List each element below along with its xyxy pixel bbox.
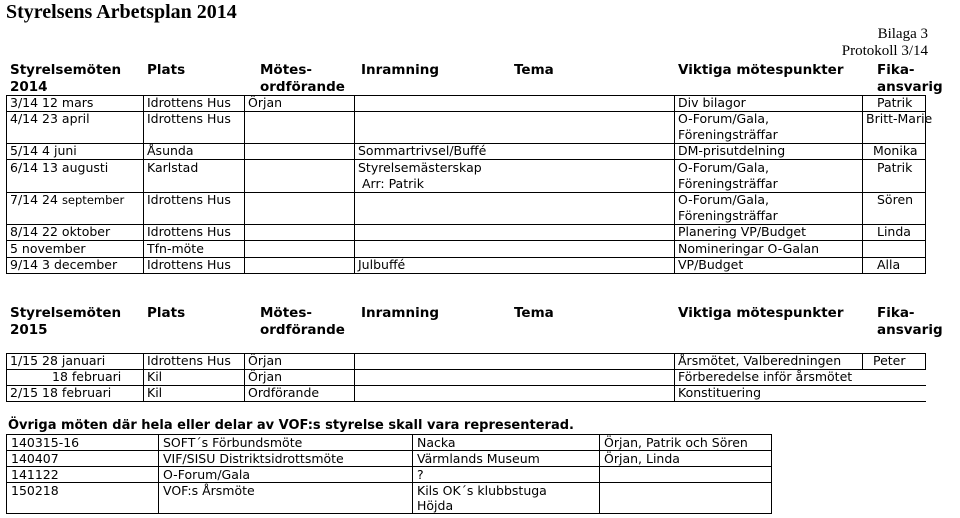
cell-place: ? <box>413 467 600 483</box>
cell-viktiga: O-Forum/Gala, <box>678 192 769 207</box>
page-title: Styrelsens Arbetsplan 2014 <box>6 1 237 23</box>
protokoll-label: Protokoll 3/14 <box>841 43 928 59</box>
header-plats: Plats <box>147 305 186 321</box>
cell-date: 140315-16 <box>7 435 159 451</box>
cell-plats: Kil <box>147 369 163 384</box>
cell-viktiga: Nomineringar O-Galan <box>678 241 820 256</box>
cell-ordf: Ordförande <box>248 385 320 400</box>
header-styrelsemoten: Styrelsemöten <box>10 62 122 78</box>
header-fika: Fika- <box>877 305 915 321</box>
table-row <box>7 467 772 483</box>
cell-date: 18 februari <box>52 369 122 384</box>
cell-viktiga-2: Föreningsträffar <box>678 208 778 223</box>
cell-event: O-Forum/Gala <box>159 467 413 483</box>
cell-inramning: Styrelsemästerskap <box>358 160 482 175</box>
cell-fika: Alla <box>877 257 901 272</box>
cell-event: VOF:s Årsmöte <box>159 483 413 514</box>
cell-people: Örjan, Patrik och Sören <box>600 435 772 451</box>
cell-date: 4/14 23 april <box>10 111 90 126</box>
cell-inramning-2: Arr: Patrik <box>362 176 424 191</box>
cell-date: 9/14 3 december <box>10 257 118 272</box>
cell-ordf: Örjan <box>248 369 283 384</box>
header-motes: Mötes- <box>260 305 312 321</box>
cell-date: 3/14 12 mars <box>10 95 94 110</box>
cell-plats: Åsunda <box>147 143 194 158</box>
cell-viktiga: DM-prisutdelning <box>678 143 786 158</box>
cell-plats: Idrottens Hus <box>147 224 231 239</box>
header-motes: Mötes- <box>260 62 312 78</box>
cell-viktiga: Årsmötet, Valberedningen <box>678 353 842 368</box>
cell-date: 140407 <box>7 451 159 467</box>
cell-fika: Sören <box>877 192 914 207</box>
cell-date: 7/14 24 september <box>10 192 125 207</box>
header-plats: Plats <box>147 62 186 78</box>
cell-date: 1/15 28 januari <box>10 353 106 368</box>
cell-fika: Patrik <box>877 160 913 175</box>
cell-place <box>413 483 600 514</box>
table-row <box>7 435 772 451</box>
cell-date: 150218 <box>7 483 159 514</box>
cell-date: 5/14 4 juni <box>10 143 77 158</box>
cell-fika: Monika <box>873 143 918 158</box>
cell-ordf: Örjan <box>248 353 283 368</box>
cell-fika: Britt-Marie <box>866 111 933 126</box>
cell-date: 2/15 18 februari <box>10 385 112 400</box>
cell-plats: Idrottens Hus <box>147 257 231 272</box>
header-styrelsemoten: Styrelsemöten <box>10 305 122 321</box>
cell-viktiga-2: Föreningsträffar <box>678 176 778 191</box>
header-year: 2014 <box>10 79 48 95</box>
cell-fika: Peter <box>873 353 906 368</box>
cell-viktiga: VP/Budget <box>678 257 744 272</box>
cell-viktiga: Förberedelse inför årsmötet <box>678 369 853 384</box>
cell-plats: Tfn-möte <box>147 241 204 256</box>
header-fika: Fika- <box>877 62 915 78</box>
cell-event: VIF/SISU Distriktsidrottsmöte <box>159 451 413 467</box>
cell-fika: Patrik <box>877 95 913 110</box>
cell-date: 6/14 13 augusti <box>10 160 109 175</box>
cell-place-line1: Kils OK´s klubbstuga <box>417 483 547 498</box>
cell-date: 8/14 22 oktober <box>10 224 111 239</box>
cell-plats: Karlstad <box>147 160 199 175</box>
header-inramning: Inramning <box>361 62 439 78</box>
cell-viktiga: O-Forum/Gala, <box>678 111 769 126</box>
cell-people <box>600 467 772 483</box>
cell-inramning: Sommartrivsel/Buffé <box>358 143 487 158</box>
cell-fika: Linda <box>877 224 911 239</box>
header-tema: Tema <box>514 305 554 321</box>
header-year: 2015 <box>10 322 48 338</box>
cell-event: SOFT´s Förbundsmöte <box>159 435 413 451</box>
header-inramning: Inramning <box>361 305 439 321</box>
cell-inramning: Julbuffé <box>358 257 406 272</box>
cell-place: Värmlands Museum <box>413 451 600 467</box>
cell-viktiga: Planering VP/Budget <box>678 224 806 239</box>
header-ordforande: ordförande <box>260 322 345 338</box>
header-ordforande: ordförande <box>260 79 345 95</box>
cell-viktiga: O-Forum/Gala, <box>678 160 769 175</box>
cell-plats: Idrottens Hus <box>147 95 231 110</box>
cell-people <box>600 483 772 514</box>
table-row <box>7 483 772 514</box>
header-tema: Tema <box>514 62 554 78</box>
cell-date: 5 november <box>10 241 86 256</box>
cell-viktiga: Div bilagor <box>678 95 746 110</box>
ovriga-heading: Övriga möten där hela eller delar av VOF:s styrelse skall vara representerad. <box>8 418 574 433</box>
ovriga-table <box>6 434 772 514</box>
cell-viktiga: Konstituering <box>678 385 762 400</box>
header-ansvarig: ansvarig <box>877 322 943 338</box>
cell-ordf: Örjan <box>248 95 283 110</box>
cell-plats: Kil <box>147 385 163 400</box>
cell-place: Nacka <box>413 435 600 451</box>
table-row <box>7 451 772 467</box>
cell-viktiga-2: Föreningsträffar <box>678 127 778 142</box>
cell-plats: Idrottens Hus <box>147 192 231 207</box>
header-ansvarig: ansvarig <box>877 79 943 95</box>
cell-plats: Idrottens Hus <box>147 353 231 368</box>
header-viktiga: Viktiga mötespunkter <box>678 305 844 321</box>
cell-place-line2: Höjda <box>417 498 454 513</box>
bilaga-label: Bilaga 3 <box>877 26 928 42</box>
cell-people: Örjan, Linda <box>600 451 772 467</box>
cell-date: 141122 <box>7 467 159 483</box>
cell-plats: Idrottens Hus <box>147 111 231 126</box>
header-viktiga: Viktiga mötespunkter <box>678 62 844 78</box>
